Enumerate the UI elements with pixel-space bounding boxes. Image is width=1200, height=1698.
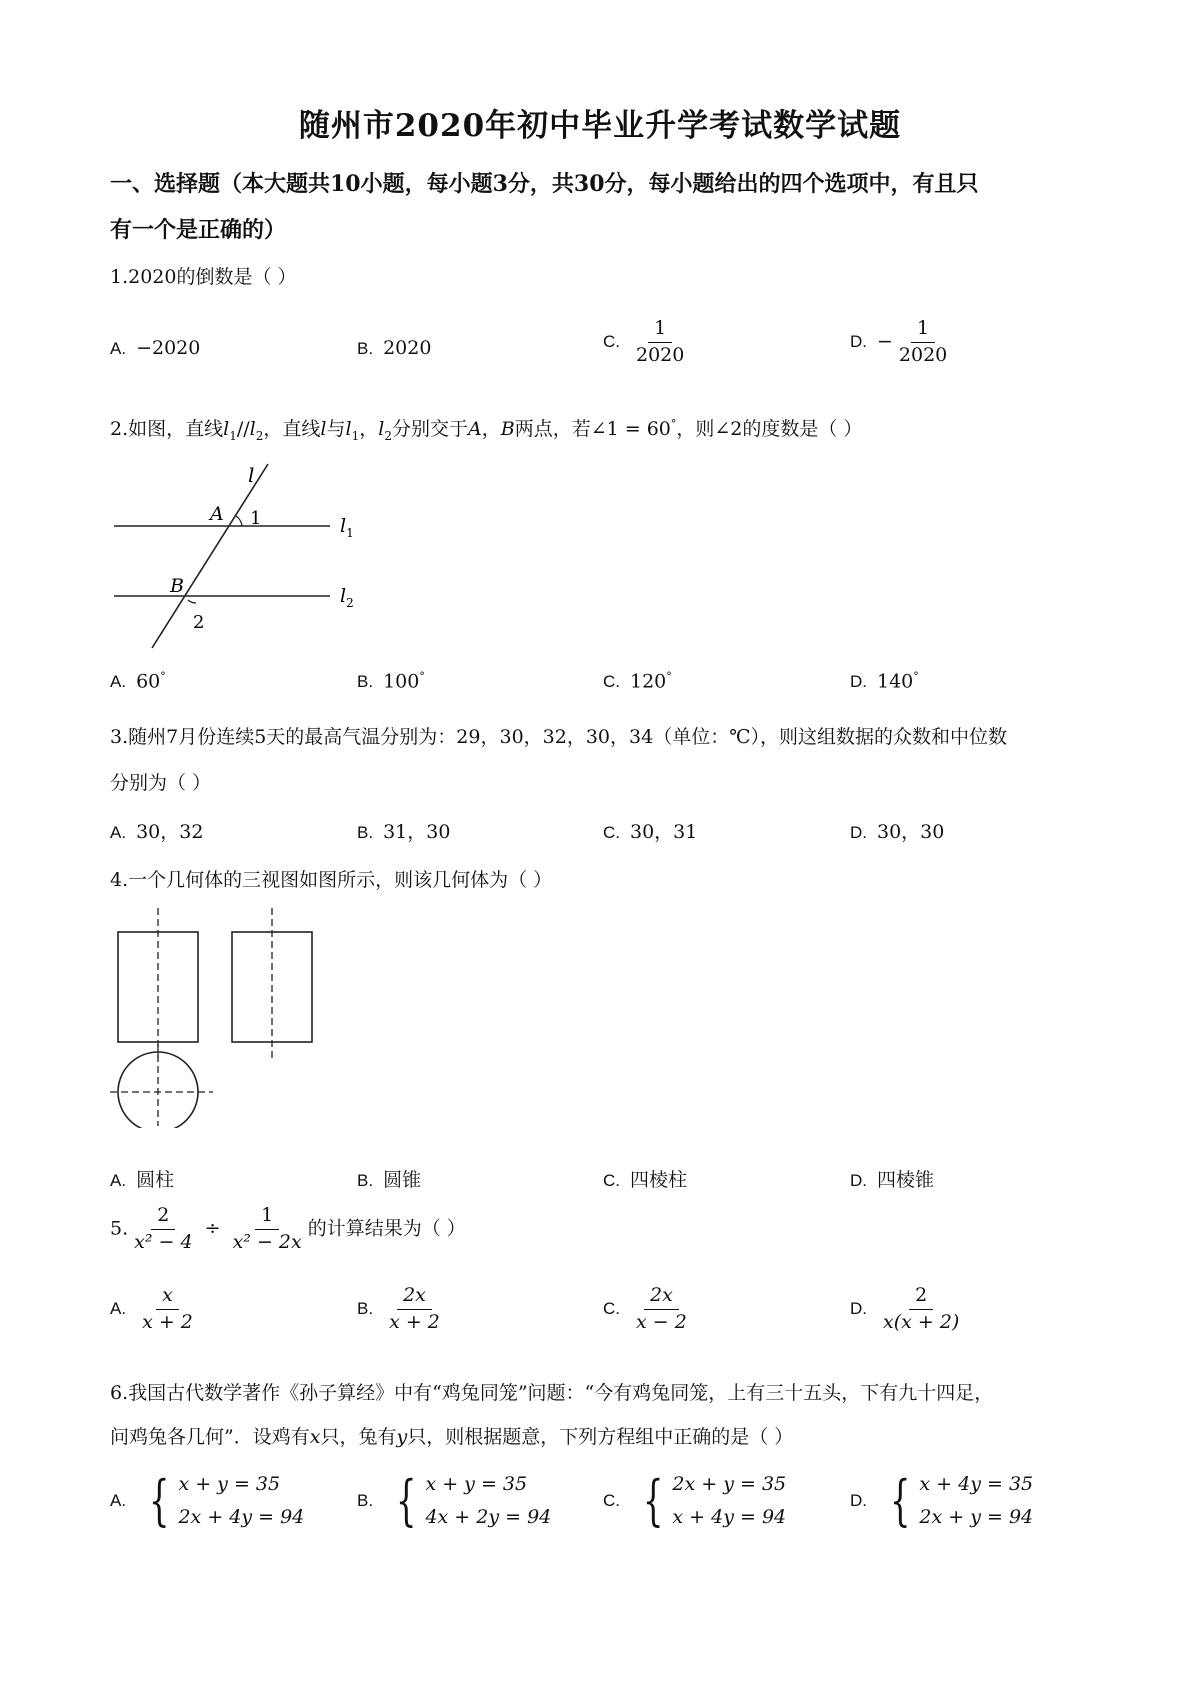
division-sign: ÷	[204, 1217, 221, 1240]
option-label: C.	[603, 332, 620, 352]
q1-option-c[interactable]	[603, 318, 690, 367]
equation-system: { 2x + y = 35 x + 4y = 94	[642, 1469, 787, 1532]
q4-option-b[interactable]: B. 圆锥	[357, 1169, 422, 1191]
option-label: B.	[357, 339, 374, 358]
minus-sign: −	[877, 330, 893, 353]
question-3-stem-line2: 分别为（ ）	[110, 772, 212, 794]
fraction-2: $\frac{1}{\text{x² − 2x}}$	[232, 1204, 302, 1253]
point-a-label: A	[210, 503, 224, 525]
q2-option-b[interactable]: B. 100°	[357, 670, 425, 693]
angle-2-label: 2	[193, 612, 205, 633]
three-view-figure	[105, 898, 335, 1128]
question-3-stem-line1: 3.随州7月份连续5天的最高气温分别为：29，30，32，30，34（单位：℃），则这组数据的众数和中位数	[110, 726, 1007, 748]
option-label: A.	[110, 339, 127, 358]
equation-system: { x + y = 35 2x + 4y = 94	[148, 1469, 305, 1532]
label-l2: $l_2$	[340, 585, 354, 610]
label-l1: $l_1$	[340, 515, 354, 540]
q6-option-a[interactable]: A. { x + y = 35 2x + 4y = 94	[110, 1469, 305, 1532]
q4-option-a[interactable]: A. 圆柱	[110, 1169, 175, 1191]
q1-option-a[interactable]	[110, 337, 200, 359]
fraction	[630, 318, 690, 367]
q3-option-b[interactable]: B. 31，30	[357, 821, 451, 843]
denominator: 2020	[898, 343, 948, 366]
question-6-stem-line1: 6.我国古代数学著作《孙子算经》中有“鸡兔同笼”问题：“今有鸡兔同笼，上有三十五头，下有九十四足，	[110, 1382, 994, 1404]
question-1-stem: 1.2020的倒数是（ ）	[110, 266, 297, 288]
fraction	[893, 318, 953, 367]
q6-option-c[interactable]: C. { 2x + y = 35 x + 4y = 94	[603, 1469, 787, 1532]
transversal-l	[152, 464, 268, 648]
q5-option-d[interactable]: D. $\frac{2}{x(x + 2)}$	[850, 1284, 960, 1333]
angle-1-arc	[236, 516, 242, 526]
q5-option-c[interactable]: C. $\frac{2x}{x - 2}$	[603, 1284, 687, 1333]
q6-option-d[interactable]: D. { x + 4y = 35 2x + y = 94	[850, 1469, 1034, 1532]
q3-option-a[interactable]: A. 30，32	[110, 821, 204, 843]
q4-option-c[interactable]: C. 四棱柱	[603, 1169, 688, 1191]
q2-option-c[interactable]: C. 120°	[603, 670, 672, 693]
q6-option-b[interactable]: B. { x + y = 35 4x + 2y = 94	[357, 1469, 552, 1532]
section-heading-line1: 一、选择题（本大题共10小题，每小题3分，共30分，每小题给出的四个选项中，有且只	[110, 171, 979, 197]
option-value: 2020	[383, 337, 432, 359]
q3-option-d[interactable]: D. 30，30	[850, 821, 945, 843]
equation-system: { x + 4y = 35 2x + y = 94	[889, 1469, 1034, 1532]
angle-1-label: 1	[250, 508, 262, 529]
option-label: D.	[850, 332, 867, 352]
q1-option-b[interactable]	[357, 337, 431, 359]
fraction-1: $\frac{2}{\text{x² − 4}}$	[134, 1204, 193, 1253]
question-6-stem-line2: 问鸡兔各几何”．设鸡有x只，兔有y只，则根据题意，下列方程组中正确的是（ ）	[110, 1426, 794, 1448]
label-l: l	[248, 463, 255, 487]
q5-option-b[interactable]: B. $\frac{2x}{x + 2}$	[357, 1284, 440, 1333]
equation-system: { x + y = 35 4x + 2y = 94	[395, 1469, 552, 1532]
option-value: −2020	[136, 337, 201, 359]
question-2-stem: 2.如图，直线$l_1//l_2$，直线l与$l_1$，$l_2$分别交于A，B两点，若∠1 = 60°，则∠2的度数是（ ）	[110, 417, 863, 443]
q1-option-d[interactable]	[850, 318, 953, 367]
q2-option-d[interactable]: D. 140°	[850, 670, 919, 693]
question-5-stem: 5. $\frac{2}{\text{x² − 4}}$ ÷ $\frac{1}{\text{x² − 2x}}$ 的计算结果为（ ）	[110, 1204, 466, 1253]
q5-option-a[interactable]: A. $\frac{x}{x + 2}$	[110, 1284, 193, 1333]
numerator: 1	[648, 318, 672, 343]
page-title: 随州市2020年初中毕业升学考试数学试题	[298, 108, 902, 144]
angle-2-arc	[188, 600, 196, 603]
parallel-lines-figure	[100, 460, 370, 660]
q4-option-d[interactable]: D. 四棱锥	[850, 1169, 935, 1191]
q3-option-c[interactable]: C. 30，31	[603, 821, 698, 843]
point-b-label: B	[170, 575, 184, 597]
denominator: 2020	[636, 343, 685, 366]
section-heading-line2: 有一个是正确的）	[110, 217, 287, 243]
q2-option-a[interactable]: A. 60°	[110, 670, 166, 693]
numerator: 1	[911, 318, 935, 343]
question-4-stem: 4.一个几何体的三视图如图所示，则该几何体为（ ）	[110, 869, 553, 891]
